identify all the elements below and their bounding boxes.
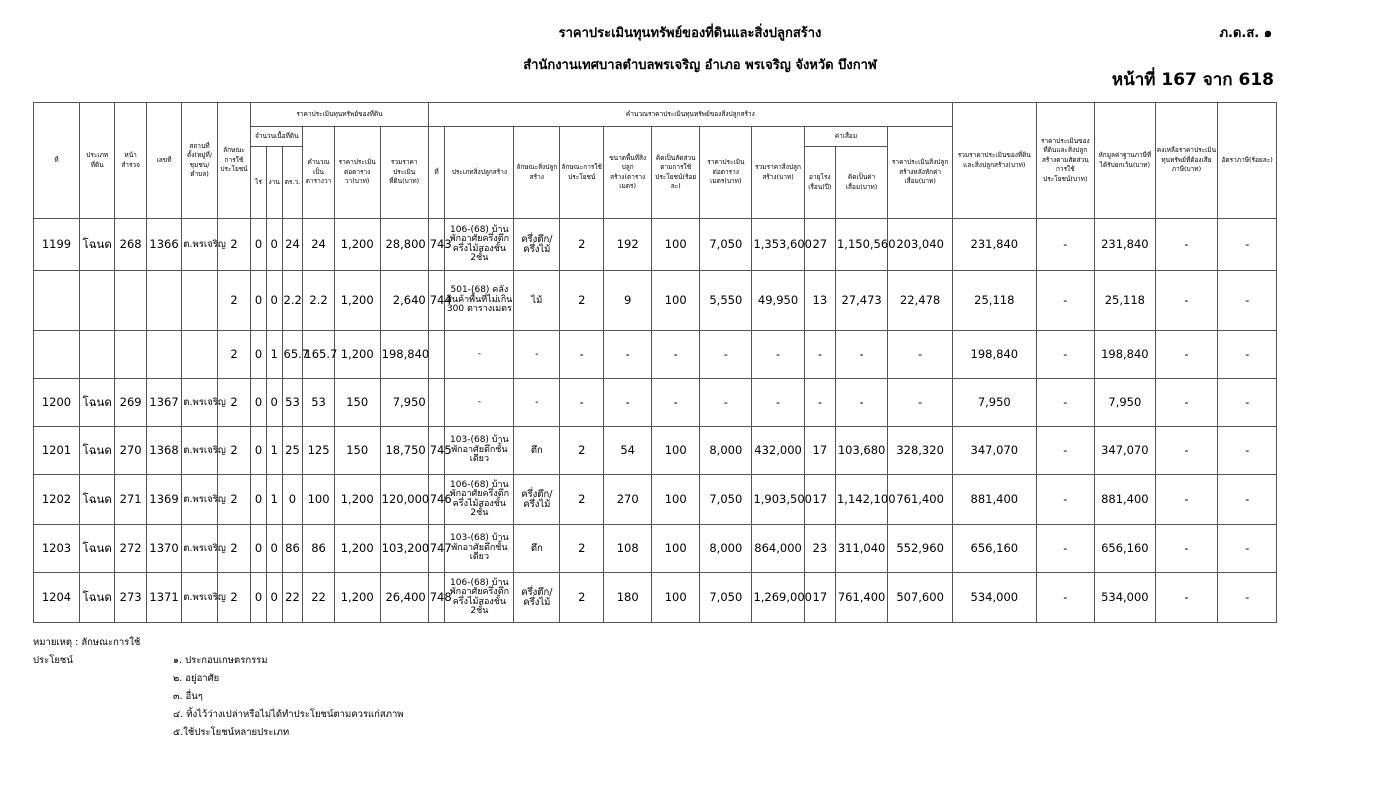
notes-label: หมายเหตุ : ลักษณะการใช้ประโยชน์ — [33, 637, 141, 666]
cell-no: 1200 — [34, 379, 80, 427]
cell-btotal: 1,903,500 — [752, 475, 804, 525]
cell-wa: 0 — [282, 475, 303, 525]
cell-ded: 25,118 — [1095, 271, 1156, 331]
cell-rv: - — [1036, 573, 1094, 623]
cell-sum: 347,070 — [953, 427, 1037, 475]
cell-num — [146, 271, 182, 331]
cell-btotal: 1,353,600 — [752, 219, 804, 271]
cell-loc: ต.พรเจริญ — [182, 379, 218, 427]
cell-num: 1369 — [146, 475, 182, 525]
cell-barea: 54 — [604, 427, 652, 475]
cell-rate: - — [1218, 271, 1277, 331]
cell-sum: 7,950 — [953, 379, 1037, 427]
col-depr-amount: คิดเป็นค่าเสื่อม(บาท) — [835, 147, 887, 219]
col-bldg-type: ประเภทสิ่งปลูกสร้าง — [445, 127, 514, 219]
cell-bkind: ครึ่งตึก/ครึ่งไม้ — [514, 475, 560, 525]
cell-no — [34, 271, 80, 331]
cell-rv: - — [1036, 475, 1094, 525]
cell-ppw: 1,200 — [334, 475, 380, 525]
cell-loc: ต.พรเจริญ — [182, 475, 218, 525]
cell-ppm: 7,050 — [700, 475, 752, 525]
cell-age: 27 — [804, 219, 835, 271]
cell-use: 2 — [217, 379, 250, 427]
cell-buse: 2 — [560, 427, 604, 475]
cell-btotal: - — [752, 331, 804, 379]
col-area-group: จำนวนเนื้อที่ดิน — [251, 127, 303, 147]
cell-sum: 656,160 — [953, 525, 1037, 573]
cell-ded: 881,400 — [1095, 475, 1156, 525]
cell-depr: 1,150,560 — [835, 219, 887, 271]
cell-ratio: 100 — [652, 475, 700, 525]
cell-land-total: 2,640 — [380, 271, 428, 331]
cell-bkind: - — [514, 331, 560, 379]
cell-page: 273 — [115, 573, 146, 623]
cell-page: 271 — [115, 475, 146, 525]
table-row — [34, 475, 1277, 525]
cell-barea: 108 — [604, 525, 652, 573]
cell-bkind: ตึก — [514, 525, 560, 573]
cell-sum: 881,400 — [953, 475, 1037, 525]
cell-btype: - — [445, 331, 514, 379]
cell-ppm: 7,050 — [700, 573, 752, 623]
cell-sqwa: 53 — [303, 379, 334, 427]
col-sum-total: รวมราคาประเมินของที่ดินและสิ่งปลูกสร้าง(บาท) — [953, 103, 1037, 219]
cell-depr: 27,473 — [835, 271, 887, 331]
cell-rem: - — [1155, 219, 1218, 271]
table-row — [34, 379, 1277, 427]
cell-bno: 743 — [428, 219, 445, 271]
document-subtitle: สำนักงานเทศบาลตำบลพรเจริญ อำเภอ พรเจริญ จังหวัด บึงกาฬ — [523, 58, 877, 73]
col-bldg-group: คำนวณราคาประเมินทุนทรัพย์ของสิ่งปลูกสร้าง — [428, 103, 952, 127]
cell-ngan: 1 — [266, 475, 282, 525]
cell-land-total: 198,840 — [380, 331, 428, 379]
cell-bkind: ไม้ — [514, 271, 560, 331]
col-land-type: ประเภทที่ดิน — [79, 103, 115, 219]
cell-bnet: - — [888, 379, 953, 427]
cell-rem: - — [1155, 427, 1218, 475]
cell-barea: 270 — [604, 475, 652, 525]
cell-depr: 1,142,100 — [835, 475, 887, 525]
cell-loc: ต.พรเจริญ — [182, 525, 218, 573]
col-remaining: คงเหลือราคาประเมินทุนทรัพย์ที่ต้องเสียภาษี(บาท) — [1155, 103, 1218, 219]
cell-bno: 747 — [428, 525, 445, 573]
cell-barea: 9 — [604, 271, 652, 331]
cell-use: 2 — [217, 219, 250, 271]
col-bldg-kind: ลักษณะสิ่งปลูกสร้าง — [514, 127, 560, 219]
cell-age: - — [804, 331, 835, 379]
cell-rem: - — [1155, 271, 1218, 331]
cell-bno: 744 — [428, 271, 445, 331]
cell-ppm: 8,000 — [700, 525, 752, 573]
cell-btotal: 49,950 — [752, 271, 804, 331]
cell-bno: 745 — [428, 427, 445, 475]
cell-land-total: 26,400 — [380, 573, 428, 623]
cell-buse: 2 — [560, 219, 604, 271]
col-bldg-net: ราคาประเมินสิ่งปลูกสร้างหลังหักค่าเสื่อม(บาท) — [888, 127, 953, 219]
cell-buse: - — [560, 331, 604, 379]
cell-page: 272 — [115, 525, 146, 573]
cell-depr: 761,400 — [835, 573, 887, 623]
cell-rate: - — [1218, 573, 1277, 623]
cell-rem: - — [1155, 331, 1218, 379]
cell-bnet: 203,040 — [888, 219, 953, 271]
cell-buse: 2 — [560, 573, 604, 623]
cell-rv: - — [1036, 427, 1094, 475]
cell-page: 268 — [115, 219, 146, 271]
col-bldg-area: ขนาดพื้นที่สิ่งปลูกสร้าง(ตารางเมตร) — [604, 127, 652, 219]
cell-type: โฉนด — [79, 475, 115, 525]
col-calc-sqwa: คำนวณเป็นตารางวา — [303, 127, 334, 219]
cell-barea: 180 — [604, 573, 652, 623]
col-age: อายุโรงเรือน(ปี) — [804, 147, 835, 219]
cell-age: 17 — [804, 427, 835, 475]
note-item: ๒. อยู่อาศัย — [173, 673, 220, 684]
cell-wa: 22 — [282, 573, 303, 623]
cell-wa: 24 — [282, 219, 303, 271]
cell-land-total: 120,000 — [380, 475, 428, 525]
cell-rate: - — [1218, 219, 1277, 271]
cell-land-total: 28,800 — [380, 219, 428, 271]
cell-loc — [182, 271, 218, 331]
col-price-per-sqm: ราคาประเมินต่อตารางเมตร(บาท) — [700, 127, 752, 219]
cell-rai: 0 — [251, 271, 267, 331]
cell-loc — [182, 331, 218, 379]
cell-type: โฉนด — [79, 573, 115, 623]
cell-use: 2 — [217, 475, 250, 525]
cell-rate: - — [1218, 331, 1277, 379]
cell-bnet: 761,400 — [888, 475, 953, 525]
assessment-table — [33, 102, 1277, 623]
note-item: ๕.ใช้ประโยชน์หลายประเภท — [173, 727, 290, 738]
cell-wa: 86 — [282, 525, 303, 573]
cell-age: - — [804, 379, 835, 427]
cell-ppw: 150 — [334, 427, 380, 475]
cell-rate: - — [1218, 475, 1277, 525]
cell-bnet: - — [888, 331, 953, 379]
cell-type — [79, 271, 115, 331]
col-land-group: ราคาประเมินทุนทรัพย์ของที่ดิน — [251, 103, 429, 127]
cell-rv: - — [1036, 219, 1094, 271]
cell-age: 13 — [804, 271, 835, 331]
cell-btotal: 432,000 — [752, 427, 804, 475]
cell-bno: 748 — [428, 573, 445, 623]
cell-ppw: 150 — [334, 379, 380, 427]
cell-ratio: 100 — [652, 219, 700, 271]
cell-bno — [428, 331, 445, 379]
cell-use: 2 — [217, 271, 250, 331]
cell-ppm: 8,000 — [700, 427, 752, 475]
cell-ngan: 0 — [266, 573, 282, 623]
cell-page: 269 — [115, 379, 146, 427]
cell-bno — [428, 379, 445, 427]
cell-rai: 0 — [251, 379, 267, 427]
cell-btype: 106-(68) บ้านพักอาศัยครึ่งตึกครึ่งไม้สองชั้น 2ชั้น — [445, 573, 514, 623]
cell-ded: 534,000 — [1095, 573, 1156, 623]
cell-bnet: 328,320 — [888, 427, 953, 475]
cell-bnet: 507,600 — [888, 573, 953, 623]
cell-sqwa: 24 — [303, 219, 334, 271]
cell-buse: 2 — [560, 475, 604, 525]
cell-loc: ต.พรเจริญ — [182, 573, 218, 623]
cell-ratio: 100 — [652, 271, 700, 331]
cell-rai: 0 — [251, 475, 267, 525]
table-row — [34, 573, 1277, 623]
cell-page — [115, 331, 146, 379]
cell-depr: - — [835, 331, 887, 379]
cell-sqwa: 2.2 — [303, 271, 334, 331]
cell-use: 2 — [217, 331, 250, 379]
cell-sqwa: 100 — [303, 475, 334, 525]
cell-no — [34, 331, 80, 379]
cell-age: 17 — [804, 475, 835, 525]
cell-age: 23 — [804, 525, 835, 573]
cell-rate: - — [1218, 427, 1277, 475]
cell-type: โฉนด — [79, 219, 115, 271]
cell-bkind: ครึ่งตึก/ครึ่งไม้ — [514, 219, 560, 271]
cell-land-total: 7,950 — [380, 379, 428, 427]
cell-barea: 192 — [604, 219, 652, 271]
cell-ppm: 5,550 — [700, 271, 752, 331]
col-land-use: ลักษณะการใช้ประโยชน์ — [217, 103, 250, 219]
cell-btotal: 1,269,000 — [752, 573, 804, 623]
cell-rate: - — [1218, 525, 1277, 573]
cell-btotal: - — [752, 379, 804, 427]
cell-bno: 746 — [428, 475, 445, 525]
col-use-ratio: คิดเป็นสัดส่วนตามการใช้ประโยชน์(ร้อยละ) — [652, 127, 700, 219]
col-depr-group: ค่าเสื่อม — [804, 127, 888, 147]
cell-ded: 347,070 — [1095, 427, 1156, 475]
col-ratio-value: ราคาประเมินของที่ดินและสิ่งปลูกสร้างตามสัดส่วนการใช้ประโยชน์(บาท) — [1036, 103, 1094, 219]
cell-bkind: - — [514, 379, 560, 427]
cell-no: 1201 — [34, 427, 80, 475]
cell-ngan: 0 — [266, 219, 282, 271]
cell-page: 270 — [115, 427, 146, 475]
cell-land-total: 18,750 — [380, 427, 428, 475]
cell-sum: 198,840 — [953, 331, 1037, 379]
cell-ratio: 100 — [652, 573, 700, 623]
cell-loc: ต.พรเจริญ — [182, 427, 218, 475]
cell-ppm: 7,050 — [700, 219, 752, 271]
cell-btype: 103-(68) บ้านพักอาศัยตึกชั้นเดียว — [445, 525, 514, 573]
cell-bnet: 22,478 — [888, 271, 953, 331]
cell-ngan: 0 — [266, 379, 282, 427]
table-row — [34, 219, 1277, 271]
cell-btype: 106-(68) บ้านพักอาศัยครึ่งตึกครึ่งไม้สองชั้น 2ชั้น — [445, 475, 514, 525]
note-item: ๑. ประกอบเกษตรกรรม — [173, 655, 268, 666]
cell-rem: - — [1155, 525, 1218, 573]
cell-wa: 53 — [282, 379, 303, 427]
cell-sum: 25,118 — [953, 271, 1037, 331]
col-bldg-use: ลักษณะการใช้ประโยชน์ — [560, 127, 604, 219]
cell-use: 2 — [217, 427, 250, 475]
table-row — [34, 271, 1277, 331]
cell-type: โฉนด — [79, 525, 115, 573]
cell-rv: - — [1036, 271, 1094, 331]
cell-barea: - — [604, 331, 652, 379]
cell-age: 17 — [804, 573, 835, 623]
cell-rv: - — [1036, 379, 1094, 427]
cell-rai: 0 — [251, 573, 267, 623]
cell-no: 1199 — [34, 219, 80, 271]
cell-sum: 534,000 — [953, 573, 1037, 623]
cell-sum: 231,840 — [953, 219, 1037, 271]
cell-no: 1202 — [34, 475, 80, 525]
cell-barea: - — [604, 379, 652, 427]
col-ngan: งาน — [266, 147, 282, 219]
cell-depr: 311,040 — [835, 525, 887, 573]
col-price-per-sqwa: ราคาประเมินต่อตารางวา(บาท) — [334, 127, 380, 219]
cell-sqwa: 86 — [303, 525, 334, 573]
cell-bkind: ครึ่งตึก/ครึ่งไม้ — [514, 573, 560, 623]
cell-ppm: - — [700, 379, 752, 427]
cell-wa: 25 — [282, 427, 303, 475]
cell-num: 1366 — [146, 219, 182, 271]
cell-no: 1204 — [34, 573, 80, 623]
cell-rai: 0 — [251, 427, 267, 475]
cell-ded: 198,840 — [1095, 331, 1156, 379]
table-row — [34, 427, 1277, 475]
table-row — [34, 331, 1277, 379]
cell-buse: 2 — [560, 271, 604, 331]
cell-ded: 656,160 — [1095, 525, 1156, 573]
cell-type: โฉนด — [79, 379, 115, 427]
cell-depr: 103,680 — [835, 427, 887, 475]
cell-type — [79, 331, 115, 379]
cell-page — [115, 271, 146, 331]
cell-ngan: 0 — [266, 271, 282, 331]
cell-ngan: 1 — [266, 427, 282, 475]
form-code: ภ.ด.ส. ๑ — [1219, 26, 1272, 41]
cell-rem: - — [1155, 475, 1218, 525]
document-title: ราคาประเมินทุนทรัพย์ของที่ดินและสิ่งปลูกสร้าง — [558, 26, 822, 41]
note-item: ๔. ทิ้งไว้ว่างเปล่าหรือไม่ได้ทำประโยชน์ตามควรแก่สภาพ — [173, 709, 404, 720]
cell-buse: 2 — [560, 525, 604, 573]
cell-sqwa: 22 — [303, 573, 334, 623]
cell-buse: - — [560, 379, 604, 427]
cell-btype: 106-(68) บ้านพักอาศัยครึ่งตึกครึ่งไม้สองชั้น 2ชั้น — [445, 219, 514, 271]
cell-type: โฉนด — [79, 427, 115, 475]
cell-ppw: 1,200 — [334, 525, 380, 573]
cell-ngan: 0 — [266, 525, 282, 573]
cell-rem: - — [1155, 379, 1218, 427]
cell-ratio: - — [652, 331, 700, 379]
cell-wa: 2.2 — [282, 271, 303, 331]
cell-ppw: 1,200 — [334, 271, 380, 331]
cell-ppw: 1,200 — [334, 219, 380, 271]
cell-bkind: ตึก — [514, 427, 560, 475]
col-rai: ไร่ — [251, 147, 267, 219]
cell-bnet: 552,960 — [888, 525, 953, 573]
cell-num: 1367 — [146, 379, 182, 427]
cell-num: 1368 — [146, 427, 182, 475]
cell-rem: - — [1155, 573, 1218, 623]
cell-sqwa: 165.7 — [303, 331, 334, 379]
notes — [33, 634, 404, 742]
cell-use: 2 — [217, 525, 250, 573]
cell-ded: 231,840 — [1095, 219, 1156, 271]
col-deduction: หักมูลค่าฐานภาษีที่ได้รับยกเว้น(บาท) — [1095, 103, 1156, 219]
cell-no: 1203 — [34, 525, 80, 573]
cell-ppm: - — [700, 331, 752, 379]
cell-num: 1371 — [146, 573, 182, 623]
cell-ratio: - — [652, 379, 700, 427]
cell-sqwa: 125 — [303, 427, 334, 475]
col-wa: ตร.ว. — [282, 147, 303, 219]
page-number: หน้าที่ 167 จาก 618 — [1111, 70, 1274, 90]
cell-rate: - — [1218, 379, 1277, 427]
col-bldg-total: รวมราคาสิ่งปลูกสร้าง(บาท) — [752, 127, 804, 219]
table-row — [34, 525, 1277, 573]
cell-wa: 65.7 — [282, 331, 303, 379]
cell-btype: 501-(68) คลังสินค้าพื้นที่ไม่เกิน 300 ตารางเมตร — [445, 271, 514, 331]
col-land-total: รวมราคาประเมินที่ดิน(บาท) — [380, 127, 428, 219]
cell-rv: - — [1036, 525, 1094, 573]
cell-rv: - — [1036, 331, 1094, 379]
cell-btotal: 864,000 — [752, 525, 804, 573]
cell-rai: 0 — [251, 219, 267, 271]
cell-use: 2 — [217, 573, 250, 623]
col-survey-page: หน้าสำรวจ — [115, 103, 146, 219]
cell-btype: - — [445, 379, 514, 427]
col-tax-rate: อัตราภาษี(ร้อยละ) — [1218, 103, 1277, 219]
cell-ppw: 1,200 — [334, 331, 380, 379]
cell-ded: 7,950 — [1095, 379, 1156, 427]
cell-btype: 103-(68) บ้านพักอาศัยตึกชั้นเดียว — [445, 427, 514, 475]
cell-loc: ต.พรเจริญ — [182, 219, 218, 271]
col-no: ที่ — [34, 103, 80, 219]
cell-num: 1370 — [146, 525, 182, 573]
cell-ngan: 1 — [266, 331, 282, 379]
cell-rai: 0 — [251, 331, 267, 379]
cell-depr: - — [835, 379, 887, 427]
col-bldg-no: ที่ — [428, 127, 445, 219]
col-location: สถานที่ตั้ง(หมู่ที่/ชุมชน/ตำบล) — [182, 103, 218, 219]
cell-ppw: 1,200 — [334, 573, 380, 623]
cell-land-total: 103,200 — [380, 525, 428, 573]
note-item: ๓. อื่นๆ — [173, 691, 203, 702]
col-number: เลขที่ — [146, 103, 182, 219]
cell-ratio: 100 — [652, 525, 700, 573]
cell-ratio: 100 — [652, 427, 700, 475]
cell-num — [146, 331, 182, 379]
cell-rai: 0 — [251, 525, 267, 573]
